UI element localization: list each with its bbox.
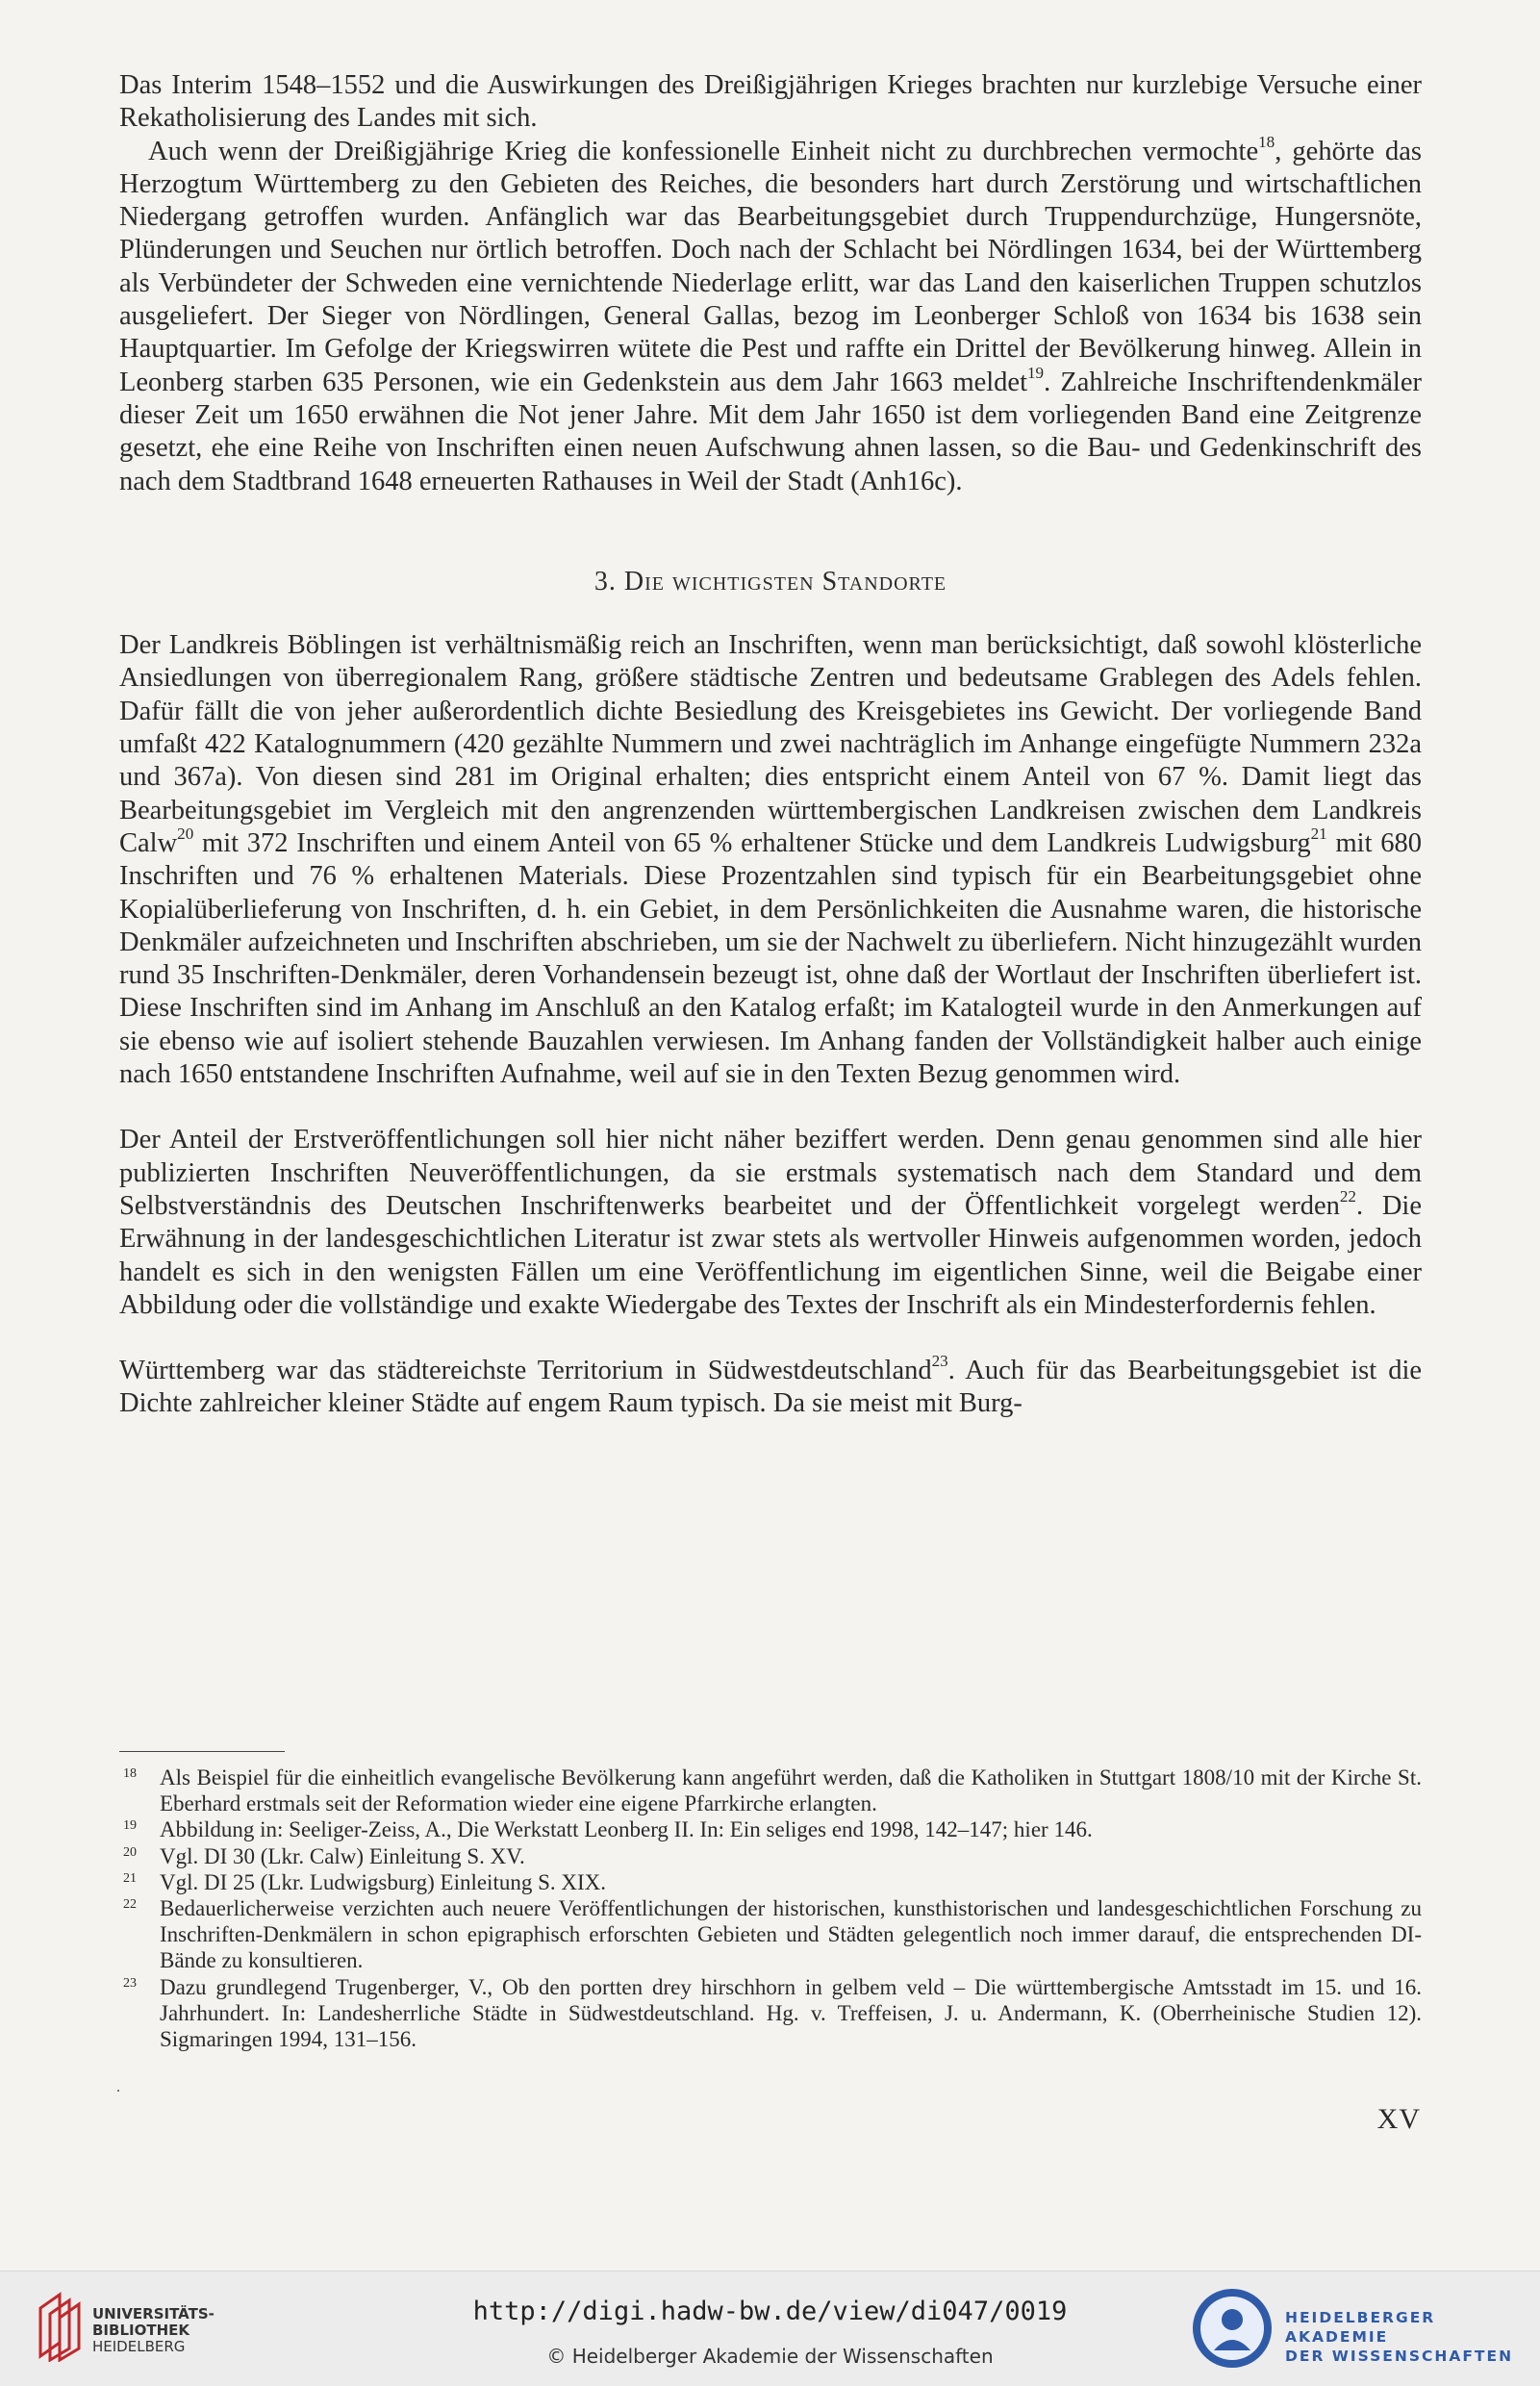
ub-line-3: HEIDELBERG [92,2338,186,2355]
paragraph-3 [119,629,1422,1091]
footnote-ref-19[interactable]: 19 [1027,363,1045,382]
paragraph-1-text: Das Interim 1548–1552 und die Auswirkungen des Dreißigjährigen Krieges brachten nur kurzlebige Versuche einer Rekatholisierung des Landes mit sich. [119,70,1422,134]
footnote-ref-20[interactable]: 20 [177,825,194,844]
paragraph-3-text-b: mit 372 Inschriften und einem Anteil von 65 % erhaltener Stücke und dem Landkreis Ludwigsburg [193,827,1311,858]
footnote-text: Bedauerlicherweise verzichten auch neuere Veröffentlichungen der historischen, kunsthistorischen und landesgeschichtlichen Forschung zu Inschriften-Denkmälern in schon epigraphisch erforschten Gebieten und Städten gelegentlich noch immer darauf, die entsprechenden DI-Bände zu konsultieren. [160,1896,1422,1973]
footer-bar [0,2271,1540,2386]
footnote-number: 20 [123,1844,137,1860]
footnote-text: Vgl. DI 25 (Lkr. Ludwigsburg) Einleitung S. XIX. [160,1869,607,1894]
hadw-line-2: DER WISSENSCHAFTEN [1285,2348,1514,2365]
footnote-number: 22 [123,1897,137,1913]
body-text [119,69,1422,1421]
paragraph-1 [119,69,1422,136]
footnote-ref-22[interactable]: 22 [1339,1187,1356,1206]
hadw-line-1: HEIDELBERGER AKADEMIE [1285,2309,1436,2346]
footnote-ref-23[interactable]: 23 [931,1352,948,1371]
hadw-wordmark[interactable] [1285,2308,1540,2366]
footnote [119,1974,1422,2053]
stray-mark [117,2090,119,2092]
paragraph-2-text-b: , gehörte das Herzogtum Württemberg zu den Gebieten des Reiches, die besonders hart durch Zerstörung und wirtschaftlichen Niedergang getroffen wurden. Anfänglich war das Bearbeitungsgebiet durch Truppendurchzüge, Hungersnöte, Plünderungen und Seuchen nur örtlich betroffen. Doch nach der Schlacht bei Nördlingen 1634, bei der Württemberg als Verbündeter der Schweden eine vernichtende Niederlage erlitt, war das Land den kaiserlichen Truppen schutzlos ausgeliefert. Der Sieger von Nördlingen, General Gallas, bezog im Leonberger Schloß von 1634 bis 1638 sein Hauptquartier. Im Gefolge der Kriegswirren wütete die Pest und raffte ein Drittel der Bevölkerung hinweg. Allein in Leonberg starben 635 Personen, wie ein Gedenkstein aus dem Jahr 1663 meldet [119,136,1422,397]
paragraph-4-text-b: . Die Erwähnung in der landesgeschichtlichen Literatur ist zwar stets als wertvoller Hinweis aufgenommen worden, jedoch handelt es sich in den wenigsten Fällen um eine Veröffentlichung im eigentlichen Sinne, weil die Beigabe einer Abbildung oder die vollständige und exakte Wiedergabe des Textes der Inschrift als ein Mindesterfordernis fehlen. [119,1190,1422,1320]
permalink-url[interactable]: http://digi.hadw-bw.de/view/di047/0019 [472,2297,1068,2326]
footnote [119,1895,1422,1974]
paragraph-5-text-a: Württemberg war das städtereichste Territorium in Südwestdeutschland [119,1356,932,1386]
paragraph-5-text-b: . Auch für das Bearbeitungsgebiet ist die Dichte zahlreicher kleiner Städte auf engem Raum typisch. Da sie meist mit Burg- [119,1356,1423,1419]
paragraph-3-text-c: mit 680 Inschriften und 76 % erhaltenen Materials. Diese Prozentzahlen sind typisch für ein Bearbeitungsgebiet ohne Kopialüberlieferung von Inschriften, d. h. ein Gebiet, in dem Persönlichkeiten die Ausnahme waren, die historische Denkmäler aufzeichneten und Inschriften abschrieben, um sie der Nachwelt zu überliefern. Nicht hinzugezählt wurden rund 35 Inschriften-Denkmäler, deren Vorhandensein bezeugt ist, ohne daß der Wortlaut der Inschriften überliefert ist. Diese Inschriften sind im Anhang im Anschluß an den Katalog erfaßt; im Katalogteil wurde in den Anmerkungen auf sie ebenso wie auf isoliert stehende Bauzahlen verwiesen. Im Anhang fanden der Vollständigkeit halber auch einige nach 1650 entstandene Inschriften Aufnahme, weil auf sie in den Texten Bezug genommen wird. [119,827,1422,1090]
footnotes [119,1764,1422,2052]
paragraph-4 [119,1124,1422,1322]
paragraph-2 [119,132,1422,498]
footnote-number: 21 [123,1870,137,1886]
ub-line-1: UNIVERSITÄTS- [92,2305,215,2323]
footnote-number: 19 [123,1818,137,1834]
paragraph-5 [119,1352,1423,1421]
paragraph-4-text-a: Der Anteil der Erstveröffentlichungen soll hier nicht näher beziffert werden. Denn genau genommen sind alle hier publizierten Inschriften Neuveröffentlichungen, da sie erstmals systematisch nach dem Standard und dem Selbstverständnis des Deutschen Inschriftenwerks bearbeitet und der Öffentlichkeit vorgelegt werden [119,1125,1422,1221]
footnote-divider [119,1751,285,1752]
footnote-text: Vgl. DI 30 (Lkr. Calw) Einleitung S. XV. [160,1843,525,1868]
page-number: XV [1376,2103,1421,2135]
footnote-number: 18 [123,1766,137,1781]
copyright-notice: © Heidelberger Akademie der Wissenschaften [546,2345,994,2368]
hadw-seal-icon[interactable] [1191,2287,1274,2370]
footnote-ref-21[interactable]: 21 [1310,825,1327,844]
footnote [119,1843,1422,1869]
footnote-text: Dazu grundlegend Trugenberger, V., Ob den portten drey hirschhorn in gelbem veld – Die württembergische Amtsstadt im 15. und 16. Jahrhundert. In: Landesherrliche Städte in Südwestdeutschland. Hg. v. Treffeisen, J. u. Andermann, K. (Oberrheinische Studien 12). Sigmaringen 1994, 131–156. [160,1974,1422,2052]
footnote [119,1869,1422,1895]
footnote [119,1764,1422,1816]
paragraph-3-text-a: Der Landkreis Böblingen ist verhältnismäßig reich an Inschriften, wenn man berücksichtigt, daß sowohl klösterliche Ansiedlungen von überregionalem Rang, größere städtische Zentren und bedeutsame Grablegen des Adels fehlen. Dafür fällt die von jeher außerordentlich dichte Besiedlung des Kreisgebietes ins Gewicht. Der vorliegende Band umfaßt 422 Katalognummern (420 gezählte Nummern und zwei nachträglich im Anhange eingefügte Nummern 232a und 367a). Von diesen sind 281 im Original erhalten; dies entspricht einem Anteil von 67 %. Damit liegt das Bearbeitungsgebiet im Vergleich mit den angrenzenden württembergischen Landkreisen zwischen dem Landkreis Calw [119,630,1422,858]
footnote-number: 23 [123,1975,137,1991]
paragraph-2-text-c: . Zahlreiche Inschriftendenkmäler dieser Zeit um 1650 erwähnen die Not jener Jahre. Mit dem Jahr 1650 ist dem vorliegenden Band eine Zeitgrenze gesetzt, ehe eine Reihe von Inschriften einen neuen Aufschwung ahnen lassen, so die Bau- und Gedenkinschrift des nach dem Stadtbrand 1648 erneuerten Rathauses in Weil der Stadt (Anh16c). [119,367,1422,496]
footnote-ref-18[interactable]: 18 [1258,132,1275,151]
footnote [119,1816,1422,1842]
section-heading: 3. Die wichtigsten Standorte [593,566,947,596]
footnote-text: Abbildung in: Seeliger-Zeiss, A., Die Werkstatt Leonberg II. In: Ein seliges end 1998, 142–147; hier 146. [160,1817,1093,1842]
ub-line-2: BIBLIOTHEK [92,2322,189,2339]
paragraph-2-text-a: Auch wenn der Dreißigjährige Krieg die konfessionelle Einheit nicht zu durchbrechen vermochte [148,136,1259,166]
footnote-text: Als Beispiel für die einheitlich evangelische Bevölkerung kann angeführt werden, daß die Katholiken in Stuttgart 1808/10 mit der Kirche St. Eberhard erstmals seit der Reformation wieder eine eigene Pfarrkirche erlangten. [160,1765,1422,1816]
